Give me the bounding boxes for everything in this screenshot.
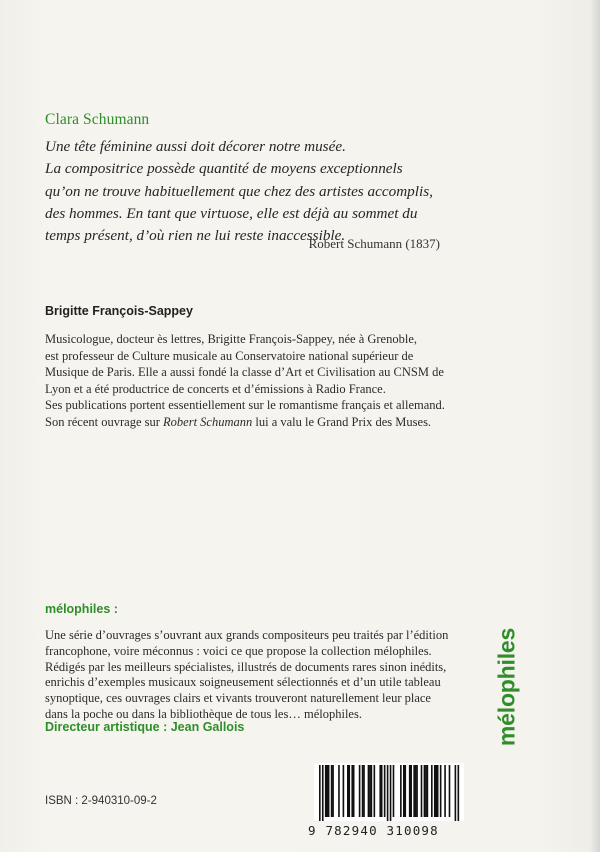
barcode-bar bbox=[379, 765, 381, 817]
series-line: francophone, voire méconnus : voici ce que propose la collection mélophiles. bbox=[45, 643, 432, 658]
barcode-bar bbox=[437, 765, 439, 817]
quote-line: Une tête féminine aussi doit décorer notre musée. bbox=[45, 138, 346, 155]
barcode-number: 9 782940 310098 bbox=[308, 823, 439, 838]
quote-line: La compositrice possède quantité de moyens exceptionnels bbox=[45, 160, 403, 178]
barcode-bar bbox=[348, 765, 350, 817]
barcode-bar bbox=[403, 765, 405, 817]
barcode-bars bbox=[314, 763, 464, 821]
series-brand-label: mélophiles bbox=[493, 627, 520, 747]
barcode-bar bbox=[325, 765, 327, 817]
barcode-bar bbox=[424, 765, 426, 817]
bio-line: Ses publications portent essentiellement sur le romantisme français et allemand. bbox=[45, 398, 445, 413]
barcode-bar bbox=[351, 765, 353, 817]
barcode-bar bbox=[415, 765, 417, 817]
bio-line: est professeur de Culture musicale au Conservatoire national supérieur de bbox=[45, 348, 414, 363]
bio-line: Musicologue, docteur ès lettres, Brigitte François-Sappey, née à Grenoble, bbox=[45, 332, 417, 346]
barcode-bar bbox=[393, 765, 395, 817]
quote-block bbox=[45, 136, 465, 247]
barcode-bar bbox=[440, 765, 442, 817]
bio-line: Lyon et a été productrice de concerts et d’émissions à Radio France. bbox=[45, 381, 386, 396]
barcode-bar bbox=[368, 765, 370, 817]
series-heading: mélophiles : bbox=[45, 602, 118, 616]
barcode-bar bbox=[374, 765, 376, 817]
book-title: Clara Schumann bbox=[45, 111, 150, 128]
barcode-bar bbox=[326, 765, 328, 817]
series-description bbox=[45, 628, 485, 723]
author-bio bbox=[45, 331, 465, 431]
barcode-bar bbox=[322, 765, 324, 821]
barcode bbox=[314, 763, 464, 821]
page-edge-shadow bbox=[590, 0, 600, 852]
barcode-bar bbox=[434, 765, 436, 817]
barcode-bar bbox=[421, 765, 423, 817]
barcode-bar bbox=[363, 765, 365, 817]
barcode-bar bbox=[332, 765, 334, 817]
barcode-bar bbox=[400, 765, 402, 817]
barcode-bar bbox=[384, 765, 386, 817]
barcode-bar bbox=[371, 765, 373, 817]
bio-line: Musique de Paris. Elle a aussi fondé la classe d’Art et Civilisation au CNSM de bbox=[45, 365, 444, 380]
barcode-bar bbox=[331, 765, 333, 817]
series-line: synoptique, ces ouvrages clairs et vivants trouveront naturellement leur place bbox=[45, 691, 431, 706]
barcode-bar bbox=[387, 765, 389, 821]
barcode-bar bbox=[328, 765, 330, 817]
barcode-bar bbox=[390, 765, 392, 821]
series-line: Rédigés par les meilleurs spécialistes, illustrés de documents rares sinon inédits, bbox=[45, 659, 447, 674]
barcode-bar bbox=[319, 765, 321, 821]
barcode-bar bbox=[427, 765, 429, 817]
quote-attribution: Robert Schumann (1837) bbox=[308, 236, 440, 251]
barcode-bar bbox=[413, 765, 415, 817]
author-name: Brigitte François-Sappey bbox=[45, 304, 193, 318]
barcode-bar bbox=[416, 765, 418, 817]
bio-book-title: Robert Schumann bbox=[163, 414, 253, 429]
barcode-bar bbox=[410, 765, 412, 817]
barcode-bar bbox=[362, 765, 364, 817]
quote-line: temps présent, d’où rien ne lui reste inaccessible. bbox=[45, 227, 346, 245]
bio-last-prefix: Son récent ouvrage sur bbox=[45, 414, 164, 429]
barcode-bar bbox=[409, 765, 411, 817]
series-line: Une série d’ouvrages s’ouvrant aux grands compositeurs peu traités par l’édition bbox=[45, 628, 449, 642]
barcode-bar bbox=[404, 765, 406, 817]
barcode-bar bbox=[455, 765, 457, 821]
artistic-director: Directeur artistique : Jean Gallois bbox=[45, 720, 245, 734]
quote-line: des hommes. En tant que virtuose, elle est déjà au sommet du bbox=[45, 204, 418, 222]
barcode-bar bbox=[381, 765, 383, 817]
barcode-bar bbox=[425, 765, 427, 817]
bio-line-last bbox=[45, 414, 465, 431]
barcode-bar bbox=[347, 765, 349, 817]
barcode-bar bbox=[449, 765, 451, 817]
barcode-bar bbox=[359, 765, 361, 817]
barcode-bar bbox=[444, 765, 446, 817]
barcode-bar bbox=[343, 765, 345, 817]
barcode-bar bbox=[353, 765, 355, 817]
isbn: ISBN : 2-940310-09-2 bbox=[45, 795, 157, 807]
barcode-bar bbox=[369, 765, 371, 817]
barcode-bar bbox=[431, 765, 433, 817]
barcode-bar bbox=[435, 765, 437, 817]
series-brand-vertical bbox=[492, 627, 522, 747]
quote-line: qu’on ne trouve habituellement que chez des artistes accomplis, bbox=[45, 182, 433, 200]
barcode-bar bbox=[338, 765, 340, 817]
barcode-bar bbox=[458, 765, 460, 821]
series-line: enrichis d’exemples musicaux soigneusement sélectionnés et d’un utile tableau bbox=[45, 675, 441, 690]
bio-last-suffix: lui a valu le Grand Prix des Muses. bbox=[252, 414, 432, 429]
series-line: dans la poche ou dans la bibliothèque de tous les… mélophiles. bbox=[45, 706, 362, 721]
